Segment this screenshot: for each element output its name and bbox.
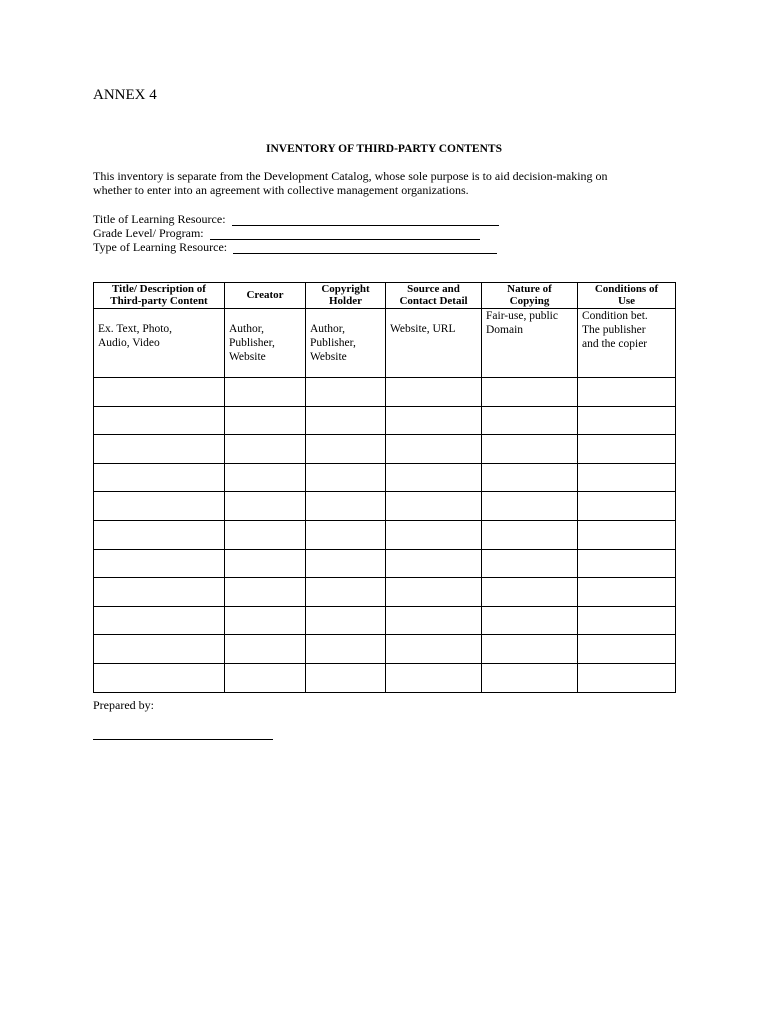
blank-cell[interactable] (578, 549, 676, 578)
blank-cell[interactable] (578, 406, 676, 435)
blank-cell[interactable] (306, 578, 386, 607)
blank-cell[interactable] (386, 520, 482, 549)
prepared-by-label: Prepared by: (93, 698, 154, 712)
blank-cell[interactable] (482, 435, 578, 464)
blank-cell[interactable] (578, 378, 676, 407)
blank-cell[interactable] (578, 435, 676, 464)
blank-cell[interactable] (386, 635, 482, 664)
blank-cell[interactable] (578, 578, 676, 607)
blank-cell[interactable] (386, 492, 482, 521)
blank-cell[interactable] (578, 663, 676, 692)
table-row (94, 406, 676, 435)
blank-cell[interactable] (386, 578, 482, 607)
blank-cell[interactable] (482, 606, 578, 635)
blank-cell[interactable] (386, 406, 482, 435)
intro-paragraph (93, 169, 683, 197)
table-header-row (94, 283, 676, 309)
blank-cell[interactable] (386, 378, 482, 407)
example-cell-nature: Fair-use, public Domain (482, 309, 578, 378)
annex-heading: ANNEX 4 (93, 87, 157, 103)
blank-cell[interactable] (94, 606, 225, 635)
blank-cell[interactable] (225, 378, 306, 407)
blank-cell[interactable] (94, 578, 225, 607)
type-field-blank[interactable] (233, 242, 497, 254)
table-row (94, 606, 676, 635)
resource-fields (93, 212, 499, 254)
type-field-row (93, 240, 499, 254)
table-row (94, 463, 676, 492)
table-row (94, 520, 676, 549)
header-conditions-of-use: Conditions of Use (578, 283, 676, 309)
grade-field-row (93, 226, 499, 240)
blank-cell[interactable] (225, 435, 306, 464)
blank-cell[interactable] (225, 549, 306, 578)
title-field-blank[interactable] (232, 214, 499, 226)
blank-cell[interactable] (306, 520, 386, 549)
table-row (94, 492, 676, 521)
blank-cell[interactable] (94, 406, 225, 435)
signature-line[interactable] (93, 739, 273, 740)
blank-cell[interactable] (225, 520, 306, 549)
blank-cell[interactable] (306, 663, 386, 692)
blank-cell[interactable] (225, 606, 306, 635)
blank-cell[interactable] (386, 663, 482, 692)
blank-cell[interactable] (482, 378, 578, 407)
example-cell-creator: Author, Publisher, Website (225, 309, 306, 378)
blank-cell[interactable] (386, 606, 482, 635)
blank-cell[interactable] (482, 463, 578, 492)
blank-cell[interactable] (306, 435, 386, 464)
blank-cell[interactable] (482, 578, 578, 607)
blank-cell[interactable] (94, 492, 225, 521)
blank-cell[interactable] (578, 463, 676, 492)
blank-cell[interactable] (306, 492, 386, 521)
blank-cell[interactable] (225, 635, 306, 664)
blank-cell[interactable] (94, 520, 225, 549)
intro-line-2: whether to enter into an agreement with collective management organizations. (93, 183, 469, 197)
title-field-label: Title of Learning Resource: (93, 212, 226, 226)
blank-cell[interactable] (482, 549, 578, 578)
blank-cell[interactable] (578, 492, 676, 521)
document-title: INVENTORY OF THIRD-PARTY CONTENTS (266, 143, 502, 155)
blank-cell[interactable] (482, 663, 578, 692)
inventory-table (93, 282, 676, 693)
header-creator: Creator (225, 283, 306, 309)
blank-cell[interactable] (225, 492, 306, 521)
blank-cell[interactable] (225, 406, 306, 435)
blank-cell[interactable] (306, 606, 386, 635)
blank-cell[interactable] (306, 406, 386, 435)
blank-cell[interactable] (482, 635, 578, 664)
blank-cell[interactable] (94, 635, 225, 664)
blank-cell[interactable] (306, 549, 386, 578)
blank-cell[interactable] (306, 635, 386, 664)
header-nature-of-copying: Nature of Copying (482, 283, 578, 309)
blank-cell[interactable] (94, 549, 225, 578)
table-row (94, 663, 676, 692)
blank-cell[interactable] (482, 406, 578, 435)
blank-cell[interactable] (94, 663, 225, 692)
header-source-contact: Source and Contact Detail (386, 283, 482, 309)
example-cell-title: Ex. Text, Photo, Audio, Video (94, 309, 225, 378)
example-cell-conditions: Condition bet. The publisher and the copier (578, 309, 676, 378)
blank-cell[interactable] (225, 578, 306, 607)
header-title-description: Title/ Description of Third-party Content (94, 283, 225, 309)
blank-cell[interactable] (386, 435, 482, 464)
example-cell-source: Website, URL (386, 309, 482, 378)
blank-cell[interactable] (94, 463, 225, 492)
blank-cell[interactable] (94, 378, 225, 407)
blank-cell[interactable] (578, 635, 676, 664)
blank-cell[interactable] (306, 378, 386, 407)
grade-field-label: Grade Level/ Program: (93, 226, 204, 240)
blank-cell[interactable] (386, 549, 482, 578)
header-copyright-holder: Copyright Holder (306, 283, 386, 309)
blank-cell[interactable] (386, 463, 482, 492)
type-field-label: Type of Learning Resource: (93, 240, 228, 254)
grade-field-blank[interactable] (210, 228, 480, 240)
table-row (94, 549, 676, 578)
example-row (94, 309, 676, 378)
table-row (94, 635, 676, 664)
blank-cell[interactable] (578, 606, 676, 635)
blank-cell[interactable] (225, 663, 306, 692)
example-cell-copyright: Author, Publisher, Website (306, 309, 386, 378)
blank-cell[interactable] (482, 520, 578, 549)
intro-line-1: This inventory is separate from the Development Catalog, whose sole purpose is to aid decision-making on (93, 169, 608, 183)
title-field-row (93, 212, 499, 226)
table-row (94, 578, 676, 607)
blank-cell[interactable] (94, 435, 225, 464)
blank-cell[interactable] (225, 463, 306, 492)
table-row (94, 435, 676, 464)
blank-cell[interactable] (306, 463, 386, 492)
blank-cell[interactable] (482, 492, 578, 521)
blank-cell[interactable] (578, 520, 676, 549)
table-row (94, 378, 676, 407)
